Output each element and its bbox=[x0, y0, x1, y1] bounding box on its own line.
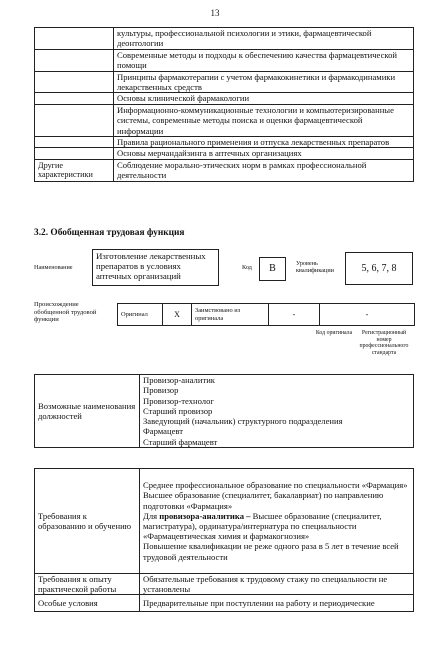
education-value bbox=[140, 469, 414, 574]
code-original-value: - bbox=[269, 304, 320, 326]
table-cell-left bbox=[35, 148, 114, 159]
list-item: Старший фармацевт bbox=[143, 436, 218, 447]
positions-table bbox=[34, 374, 414, 448]
table-cell-left bbox=[35, 93, 114, 104]
origin-table bbox=[117, 303, 415, 326]
table-row bbox=[35, 148, 414, 159]
table-cell-text: Основы мерчандайзинга в аптечных организациях bbox=[114, 148, 414, 159]
table-cell-text: Правила рационального применения и отпуска лекарственных препаратов bbox=[114, 137, 414, 148]
requirements-table bbox=[34, 468, 414, 612]
positions-list bbox=[140, 375, 414, 448]
function-name-value: Изготовление лекарственных препаратов в условиях аптечных организаций bbox=[92, 249, 219, 286]
function-name-label: Наименование bbox=[34, 264, 73, 271]
positions-label: Возможные наименования должностей bbox=[35, 375, 140, 448]
education-line: Повышение квалификации не реже одного раза в 5 лет в течение всей трудовой деятельности bbox=[143, 541, 399, 562]
table-row bbox=[35, 93, 414, 104]
list-item: Провизор bbox=[143, 385, 179, 396]
qualification-level-label: Уровень квалификации bbox=[296, 260, 334, 274]
page-number: 13 bbox=[210, 8, 220, 18]
table-cell-text: Современные методы и подходы к обеспечению качества фармацевтической помощи bbox=[114, 49, 414, 71]
list-item: Провизор-аналитик bbox=[143, 375, 215, 385]
list-item: Старший провизор bbox=[143, 405, 213, 416]
list-item: Провизор-технолог bbox=[143, 395, 214, 406]
table-cell-text: Основы клинической фармакологии bbox=[114, 93, 414, 104]
table-cell-text: культуры, профессиональной психологии и этики, фармацевтической деонтологии bbox=[114, 28, 414, 50]
education-line: Среднее профессиональное образование по специальности «Фармация» bbox=[143, 480, 408, 491]
knowledge-table bbox=[34, 27, 414, 182]
original-label: Оригинал bbox=[118, 304, 163, 326]
special-conditions-label: Особые условия bbox=[35, 595, 140, 612]
table-row bbox=[35, 595, 414, 612]
section-title: 3.2. Обобщенная трудовая функция bbox=[34, 228, 185, 238]
table-cell-left bbox=[35, 71, 114, 93]
special-conditions-value: Предварительные при поступлении на работу и периодические bbox=[140, 595, 414, 612]
table-cell-text: Информационно-коммуникационные технологии и компьютеризированные системы, современные методы поиска и оценки фармацевтической информации bbox=[114, 104, 414, 136]
table-row bbox=[35, 574, 414, 595]
list-item: Фармацевт bbox=[143, 426, 183, 437]
table-row bbox=[118, 304, 415, 326]
table-cell-text: Принципы фармакотерапии с учетом фармакокинетики и фармакодинамики лекарственных средств bbox=[114, 71, 414, 93]
reg-number-value: - bbox=[320, 304, 415, 326]
borrowed-label: Заимствовано из оригинала bbox=[192, 304, 269, 326]
table-cell-text: Соблюдение морально-этических норм в рамках профессиональной деятельности bbox=[114, 159, 414, 181]
table-row bbox=[35, 71, 414, 93]
qualification-level-value: 5, 6, 7, 8 bbox=[345, 252, 413, 285]
education-line: Высшее образование (специалитет, бакалавриат) по направлению подготовки «Фармация» bbox=[143, 490, 384, 511]
origin-label: Происхождение обобщенной трудовой функции bbox=[34, 301, 97, 324]
table-row bbox=[35, 104, 414, 136]
table-row bbox=[35, 137, 414, 148]
table-row bbox=[35, 49, 414, 71]
code-original-caption: Код оригинала bbox=[315, 330, 353, 336]
table-cell-left bbox=[35, 49, 114, 71]
education-line: Для провизора-аналитика – Высшее образование (специалитет, магистратура), ординатура/интернатура по специальности «Фармацевтическая химия и фармакогнозия» bbox=[143, 510, 382, 542]
list-item: Заведующий (начальник) структурного подразделения bbox=[143, 416, 343, 427]
table-cell-left bbox=[35, 28, 114, 50]
function-code-value: B bbox=[259, 257, 286, 281]
table-row bbox=[35, 375, 414, 448]
function-code-label: Код bbox=[242, 264, 252, 271]
table-cell-left bbox=[35, 137, 114, 148]
table-row bbox=[35, 469, 414, 574]
table-row bbox=[35, 159, 414, 181]
experience-value: Обязательные требования к трудовому стажу по специальности не установлены bbox=[140, 574, 414, 595]
education-label: Требования к образованию и обучению bbox=[35, 469, 140, 574]
table-row bbox=[35, 28, 414, 50]
other-characteristics-label: Другие характеристики bbox=[35, 159, 114, 181]
original-mark: X bbox=[163, 304, 192, 326]
reg-number-caption: Регистрационный номер профессионального стандарта bbox=[359, 330, 409, 356]
table-cell-left bbox=[35, 104, 114, 136]
experience-label: Требования к опыту практической работы bbox=[35, 574, 140, 595]
